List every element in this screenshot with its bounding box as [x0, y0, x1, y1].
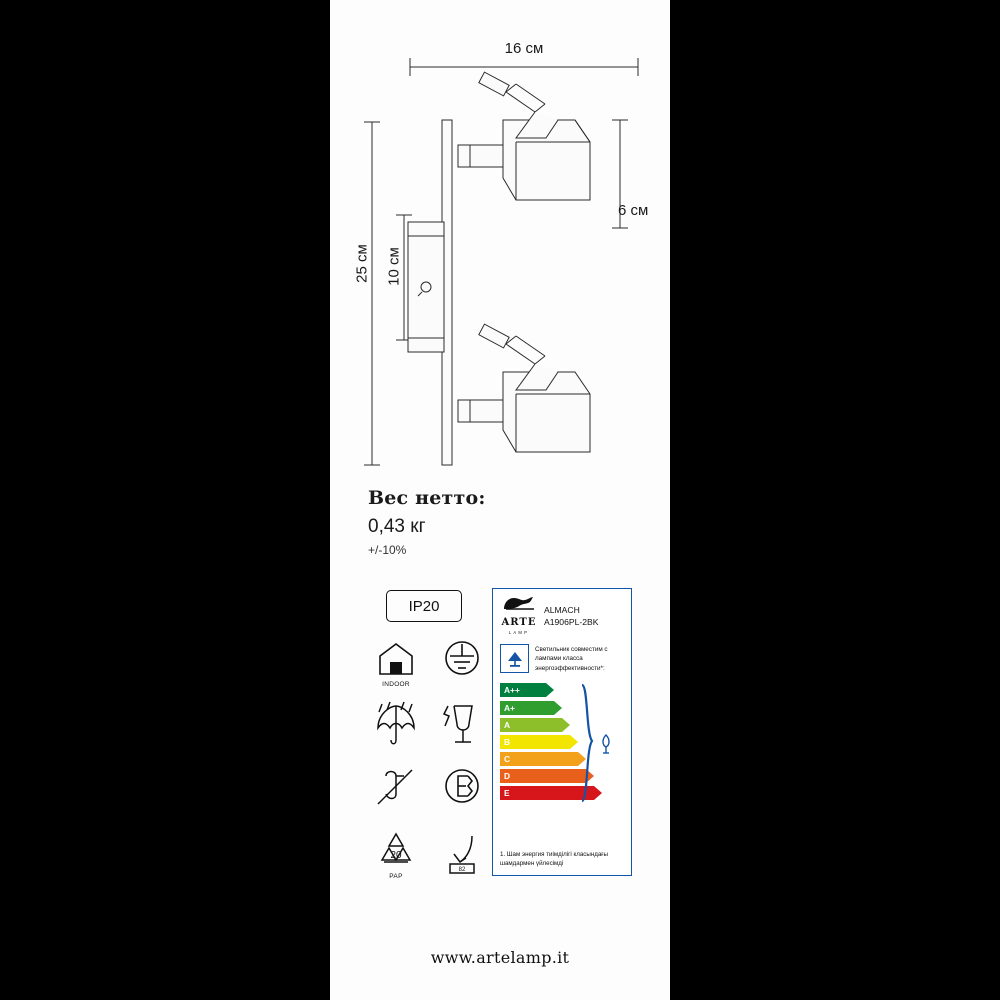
brand-name: ARTE: [501, 617, 537, 628]
brand-subname: LAMP: [508, 630, 530, 635]
ip-rating-badge: IP20: [386, 590, 462, 622]
drawing-svg: [330, 0, 670, 480]
card-header: [500, 595, 624, 635]
table-lamp-icon: [505, 649, 525, 669]
lamp-compatibility-block: [500, 644, 624, 673]
energy-class-label: A+: [500, 701, 554, 715]
dimension-width-label: 16 см: [504, 40, 544, 57]
recycle-material-label: PAP: [389, 873, 403, 880]
energy-class-label: D: [500, 769, 586, 783]
pictogram-row-1: [372, 636, 496, 686]
website-url[interactable]: www.artelamp.it: [430, 948, 570, 967]
technical-drawing: [330, 0, 670, 480]
pictogram-row-2: [372, 700, 496, 750]
energy-bracket-icon: [576, 683, 622, 803]
indoor-caption: INDOOR: [382, 681, 410, 688]
svg-text:82: 82: [458, 867, 466, 873]
energy-class-label: B: [500, 735, 570, 749]
dimension-height-outer-label: 25 см: [353, 244, 371, 283]
recycle-pap20-icon: [372, 828, 420, 878]
no-hook-icon: [372, 764, 420, 814]
product-code: A1906PL-2BK: [544, 617, 599, 628]
svg-text:20: 20: [390, 850, 402, 861]
keep-dry-umbrella-icon: [372, 700, 420, 750]
pictogram-row-4: [372, 828, 496, 878]
brand-logo: [500, 595, 538, 635]
dimension-depth-label: 6 см: [618, 202, 649, 219]
package-side-panel: [330, 0, 670, 1000]
pictogram-row-3: [372, 764, 496, 814]
dimension-height-inner-label: 10 см: [385, 247, 403, 286]
net-weight-tolerance: +/-10%: [368, 543, 407, 557]
earth-ground-icon: [438, 636, 486, 686]
indoor-icon: [372, 636, 420, 686]
product-name: ALMACH: [544, 605, 580, 615]
product-model-block: [544, 595, 598, 629]
energy-class-arrow: [562, 718, 570, 732]
fragile-glass-icon: [438, 700, 486, 750]
griffin-logo-icon: [500, 595, 538, 612]
lamp-compatibility-icon-box: [500, 644, 529, 673]
pictogram-column: [366, 590, 496, 878]
net-weight-title: Вес нетто:: [368, 487, 486, 509]
lamp-compatibility-text: Светильник совместим с лампами класса энергоэффективности*:: [535, 646, 608, 672]
net-weight-block: [368, 487, 588, 557]
energy-class-label: A++: [500, 683, 546, 697]
green-dot-recycling-icon: [438, 828, 486, 878]
energy-class-label: A: [500, 718, 562, 732]
energy-class-arrow: [546, 683, 554, 697]
energy-class-label: E: [500, 786, 594, 800]
energy-class-label: C: [500, 752, 578, 766]
energy-label-card: [492, 588, 632, 876]
energy-class-arrow: [554, 701, 562, 715]
net-weight-value: 0,43 кг: [368, 516, 426, 537]
energy-footnote: 1. Шам энергия тиімділігі класындағы шамдармен үйлесімді: [500, 850, 608, 868]
energy-class-scale: [500, 683, 624, 803]
eac-certification-icon: [438, 764, 486, 814]
